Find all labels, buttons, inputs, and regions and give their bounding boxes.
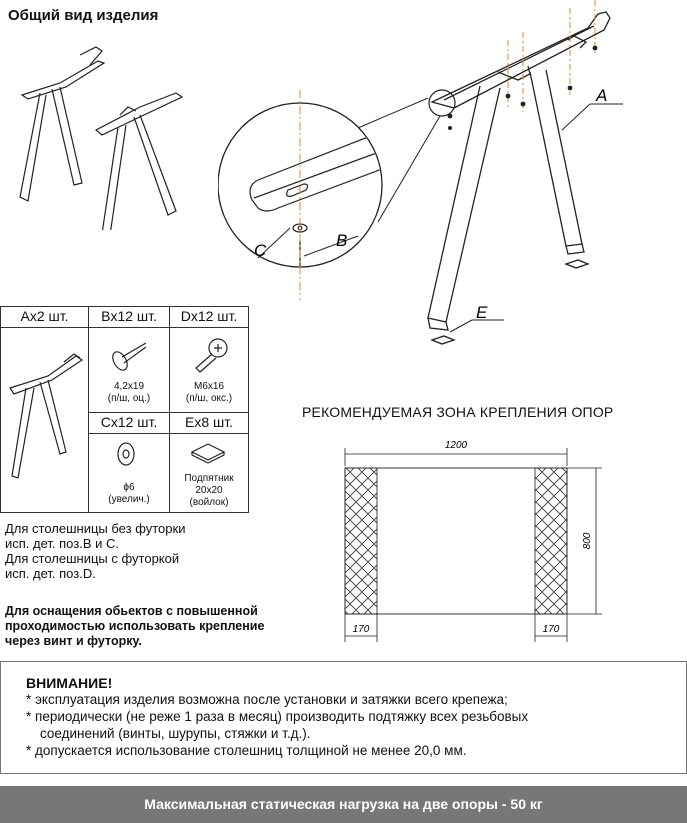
bold-note-line-2: проходимостью использовать крепление (5, 619, 265, 633)
label-b: B (336, 231, 348, 250)
heavy-traffic-note (5, 604, 305, 649)
part-a-header: Ax2 шт. (20, 308, 69, 324)
dim-left-zone: 170 (352, 624, 370, 635)
assembly-drawing (218, 0, 687, 360)
parts-table (0, 306, 249, 513)
page-title: Общий вид изделия (8, 7, 159, 24)
pad-e-icon (188, 440, 228, 466)
warning-line-2: * периодически (не реже 1 раза в месяц) производить подтяжку всех резьбовых (26, 709, 529, 724)
note-line-1: Для столешницы без футорки (5, 521, 186, 536)
usage-notes (5, 521, 255, 581)
part-e-header: Ex8 шт. (185, 414, 233, 430)
label-e: E (476, 303, 488, 322)
part-e-spec-3: (войлок) (189, 497, 229, 508)
label-a: A (596, 86, 608, 105)
part-c-header: Cx12 шт. (100, 414, 158, 430)
part-c-spec-2: (увелич.) (108, 494, 150, 505)
max-load-banner: Максимальная статическая нагрузка на две опоры - 50 кг (0, 786, 687, 823)
part-b-spec-1: 4,2x19 (113, 381, 145, 392)
right-mount-zone (535, 468, 567, 614)
part-b-spec-2: (п/ш, оц.) (107, 393, 151, 404)
part-b-header: Bx12 шт. (101, 308, 157, 324)
bolt-d-icon (188, 336, 232, 376)
warning-line-1: * эксплуатация изделия возможна после установки и затяжки всего крепежа; (26, 692, 508, 707)
dim-height: 800 (582, 532, 593, 550)
part-d-spec-1: М6x16 (193, 381, 224, 392)
bold-note-line-3: через винт и футорку. (5, 634, 142, 648)
washer-c-icon (112, 440, 140, 468)
note-line-2: исп. дет. поз.В и С. (5, 536, 119, 551)
mount-zone-diagram (320, 430, 610, 650)
dim-right-zone: 170 (542, 624, 560, 635)
tabletop-outline (345, 468, 567, 614)
part-e-spec-2: 20x20 (195, 485, 223, 496)
note-line-3: Для столешницы с футоркой (5, 551, 180, 566)
screw-b-icon (108, 339, 148, 375)
part-c-spec-1: ϕ6 (123, 482, 135, 493)
warning-line-4: * допускается использование столешниц толщиной не менее 20,0 мм. (26, 743, 467, 758)
bold-note-line-1: Для оснащения обьектов с повышенной (5, 604, 258, 618)
warning-title: ВНИМАНИЕ! (26, 675, 113, 691)
overview-sketch (0, 25, 200, 230)
part-a-image (4, 346, 86, 486)
part-d-header: Dx12 шт. (180, 308, 238, 324)
part-e-spec-1: Подпятник (184, 473, 234, 484)
part-d-spec-2: (п/ш, окс.) (185, 393, 233, 404)
dim-width: 1200 (444, 440, 468, 451)
left-mount-zone (345, 468, 377, 614)
note-line-4: исп. дет. поз.D. (5, 566, 96, 581)
label-c: C (254, 241, 267, 260)
warning-line-3: соединений (винты, шурупы, стяжки и т.д.). (40, 726, 311, 741)
mount-zone-title: РЕКОМЕНДУЕМАЯ ЗОНА КРЕПЛЕНИЯ ОПОР (302, 404, 614, 420)
